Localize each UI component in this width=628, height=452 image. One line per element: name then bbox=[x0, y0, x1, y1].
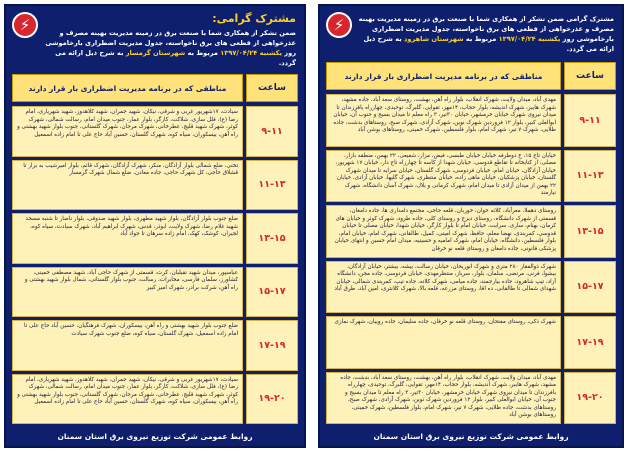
intro-city: شهرستان گرمسار bbox=[125, 49, 186, 57]
table-header bbox=[12, 74, 298, 102]
time-slot: ۱۱-۱۳ bbox=[564, 150, 616, 203]
area-list: مهدی آباد، میدان ولایت، شهرک انقلاب، بلوار راه آهن، بهشت، روستای سعد آباد، بدشت، جاده مشهد، شهرک هایبر، شهرک اندیشه، بلوار حجاب، ۱۴مهر، تقوایی، گلبرگ، توحیدی، چهارراه بافرزندان تا میدان نیروی شهرک خیابان خرمشهر، خیابان ۳۰تیر، ۳ راه معلم تا میدان بسیج و جنوب آن، خیابان ابوالعلی کبیر، بلوار ۱۲ فروردین شهرک نوین، شهرک آزادی، شهرک صبح، روستاهای بدشت، جاده طلایی، شهرک ۷ تیر، شهرک امام، بلوار فلسطین، شهرک خمینی، روستاهای بوشن آباد bbox=[326, 372, 561, 425]
time-slot: ۱۹-۲۰ bbox=[564, 372, 616, 425]
header-areas: مناطقی که در برنامه مدیریت اضطراری بار قرار دارند bbox=[326, 62, 561, 90]
electricity-company-logo-icon: ⚡ bbox=[12, 12, 38, 38]
time-slot: ۱۷-۱۹ bbox=[564, 316, 616, 369]
time-slot: ۱۳-۱۵ bbox=[564, 205, 616, 258]
table-row bbox=[12, 213, 298, 264]
intro-date: یکشنبه ۱۳۹۷/۰۴/۲۴ bbox=[220, 49, 282, 57]
intro-text: به شرح ذیل ارائه می گردد. bbox=[363, 35, 614, 53]
intro-text: ضمن تشکر از همکاری شما با صنعت برق در زمینه مدیریت بهینه مصرف و عذرخواهی از قطعی های برق ناخواسته، جدول مدیریت اضطراری بارخاموشی روز bbox=[45, 29, 296, 57]
area-list: خیابان تاج ۱۵، خ دوطرفه خیابان خیابان طبسی، فیض، مزار، شفیعی، ۲۲ بهمن، منطقه بازار، مصلی، از کتابخانه تا تقاطع قدوسی، خیابان شهدا از کاسه تا چهارراه تاج دار، خیابان ۱۷ شهریور، خیابان آزادگان، خیابان امام، خیابان فردوسی، شهرک گلستان، خیابان سرایه تا میدان شهرک گلستان، خیابان پزشکیان، خیابان ماهی زاده، خیابان منتظری، شهرک گلیها، خیابان آزادی، خیابان ۲۲ بهمن از میدان آزادی تا میدان امام، شهرک کرمانی و بلال، شهرک آسان دانشگاه، شهرک نیارمند bbox=[326, 150, 561, 203]
area-list: عباسپور، میدان شهید نقیلیان، کرت، قسمتی از شهرک حاجی آباد، شهید مصطفی خمینی، کشاورز، سلمان فارسی، مخابرات، رسالت، جنوب بلوار گلستانی، شمال بلوار شهید بهشتی و راه آهن، شرکت برادر، شهرک امیر کبیر bbox=[12, 267, 243, 318]
intro-text: مشترک گرامی ضمن تشکر از همکاری شما با صنعت برق در زمینه مدیریت بهینه مصرف و عذرخواهی از قطعی های برق ناخواسته، جدول مدیریت اضطراری بارخاموشی روز bbox=[358, 15, 614, 43]
area-list: شهرک ذکی، روستای مفتحان، روستای قلعه نو خرقان، جاده سلیمان، جاده روییان، شهرک نمازی bbox=[326, 316, 561, 369]
area-list: شهرک ذوالفقار ۲۸۰ متری و شهرک ابوریحان، خیابان رسالت، بیشه، بیشتر، خیابان آزادگان، بیشوا، فرنی، مرتضی، سلمان، بلوار، سرباز، منتظرمهدی، خیابان فردوسی، جاده مجن، دانشگاه آزاد، تیپ شاهرود، جاده بیارجمند، جاده میامی، شهرک کلاته، جاده تیپ، کمربندی شمالی، خیابان شهدای شمالی تا طالقانی، ده اقا، روستای مزرعه، قلعه بالا، شهرک کلانتری، امین آباد، طرق آباد bbox=[326, 261, 561, 314]
table-row bbox=[12, 267, 298, 318]
table-row bbox=[326, 94, 616, 147]
header-time: ساعت bbox=[564, 62, 616, 90]
time-slot: ۹-۱۱ bbox=[246, 106, 298, 157]
table-row bbox=[12, 374, 298, 425]
time-slot: ۱۱-۱۳ bbox=[246, 160, 298, 211]
time-slot: ۱۵-۱۷ bbox=[246, 267, 298, 318]
footer-credit: روابط عمومی شرکت توزیع نیروی برق استان سمنان bbox=[57, 432, 253, 441]
time-slot: ۹-۱۱ bbox=[564, 94, 616, 147]
header-areas: مناطقی که در برنامه مدیریت اضطراری بار قرار دارند bbox=[12, 74, 243, 102]
table-rows bbox=[326, 94, 616, 424]
area-list: ضلع جنوب بلوار آزادگان، بلوار شهید مطهری، بلوار شهید صدوقی، بلوار ناصار تا شنبه مسجد شهید غلام رضا، شهرک ولایت، ابوذر، قدس، شهرک ابراهیم آباد، شهرک سیادت، سیاه کوه، لجیران، کوشک، کهک، امام زاده سرهان تا جواد آباد bbox=[12, 213, 243, 264]
table-row bbox=[12, 106, 298, 157]
intro-text: مربوط به bbox=[187, 49, 218, 57]
table-row bbox=[326, 372, 616, 425]
intro-city: شهرستان شاهرود bbox=[403, 35, 464, 43]
table-row bbox=[12, 320, 298, 371]
area-list: مهدی آباد، میدان ولایت، شهرک انقلاب، بلوار راه آهن، بهشت، روستای سعد آباد، جاده مشهد، شهرک هایبر، شهرک اندیشه، بلوار حجاب، ۱۴مهر، تقوایی، گلبرگ، توحیدی، چهارراه بافرزندان تا میدان نیروی شهرک خیابان خرمشهر، خیابان ۳۰تیر، ۳ راه معلم تا میدان بسیج و جنوب آن، خیابان ابوالعلی کبیر، بلوار ۱۲ فروردین شهرک نوین، شهرک آزادی، شهرک صبح، روستاهای بدشت، جاده طلایی، شهرک ۷ تیر، شهرک امام، بلوار فلسطین، شهرک خمینی، روستاهای بوشن آباد bbox=[326, 94, 561, 147]
schedule-panel-garmsar bbox=[4, 4, 306, 448]
time-slot: ۱۷-۱۹ bbox=[246, 320, 298, 371]
electricity-company-logo-icon: ⚡ bbox=[326, 12, 352, 38]
time-slot: ۱۳-۱۵ bbox=[246, 213, 298, 264]
header-time: ساعت bbox=[246, 74, 298, 102]
table-header bbox=[326, 62, 616, 90]
greeting-heading: مشترک گرامی: bbox=[212, 12, 296, 25]
table-row bbox=[326, 205, 616, 258]
intro-paragraph bbox=[44, 28, 296, 68]
schedule-panel-shahroud bbox=[318, 4, 624, 448]
intro-text: به شرح ذیل ارائه می گردد. bbox=[55, 49, 296, 67]
table-row bbox=[12, 160, 298, 211]
outage-schedule-table bbox=[12, 74, 298, 424]
table-rows bbox=[12, 106, 298, 424]
intro-text: مربوط به bbox=[465, 35, 497, 43]
time-slot: ۱۵-۱۷ bbox=[564, 261, 616, 314]
intro-paragraph bbox=[358, 14, 614, 54]
area-list: سیادت، ۱۷شهریور غربی و شرقی، نیکان، شهید جمران، شهید کلاهدوز، شهید شهریاری، امام رضا (ع)، فلل سازی، شلاکت، کارگر، بلوار عمار، جنوب میدان امام، رسالت شمالی، شهرک کوثر، شهرک شهید قلیچ، عطرخانی، شهرک مرجان، شهرک گلستانی، جنوب بلوار شهید بهشتی و راه آهن، بیسکوران، سیاه کوه، شهرک گلستان، حسین آباد حاج علی تا امام زاده اسمعیل bbox=[12, 374, 243, 425]
footer-credit: روابط عمومی شرکت توزیع نیروی برق استان سمنان bbox=[373, 432, 569, 441]
outage-schedule-table bbox=[326, 62, 616, 424]
area-list: ضلع جنوب بلوار شهید بهشتی و راه آهن، بیسکوران، شهرک فرهنگیان، حسین آباد حاج علی تا امام زاده اسمعیل، شهرک گلستان، سیاه کوه، ضلع جنوب شهرک سیادت bbox=[12, 320, 243, 371]
area-list: روستای دهملا، معرآباد، کلاته خوان، خوربان، قلعه حاجی، مجتمع دامداری ها، جاده دامغان، قسمتی از شهرک دانشگاه، روستای دیزج و روستای کلی، جاده طرود، شهرک کوثر و خیابان های کرمان، بهنام، ساری، سرایت، خیابان امام تا بلوار کارگر، خیابان شهدا، خیابان مصلی تا خیابان قدوسی، کمربندی، نهضا معلم، حافظ، شهرک امینی، کمیل، طالقانی، شهرک امام، خیابان امام، بلوار فلسطین، دانشگاه، خیابان امام، شهرک امامیه و حسینیه، میدان امام حسین و انتهای خیابان پزشکی قانونی، جاده دامغان و روستای قلعه نو خرقان bbox=[326, 205, 561, 258]
table-row bbox=[326, 150, 616, 203]
table-row bbox=[326, 261, 616, 314]
table-row bbox=[326, 316, 616, 369]
area-list: تختی، ضلع شمالی بلوار آزادگان، منکر، شهرک آزادگان، شهرک قائم، بلوار امیرشیب به برار تا قشلاق حاجی، کل شهرک حاجی، جاده معادن، ضلع شمال شهرک گرمسار bbox=[12, 160, 243, 211]
time-slot: ۱۹-۲۰ bbox=[246, 374, 298, 425]
area-list: سیادت، ۱۷شهریور غربی و شرقی، نیکان، شهید جمران، شهید کلاهدوز، شهید شهریاری، امام رضا (ع)، فلل سازی، شلاکت، کارگر، بلوار عمار، جنوب میدان امام، رسالت شمالی، شهرک کوثر، شهرک شهید قلیچ، عطرخانی، شهرک مرجان، شهرک گلستانی، جنوب بلوار شهید بهشتی و راه آهن، بیسکوران، سیاه کوه، شهرک گلستان، حسین آباد حاج علی تا امام زاده اسمعیل bbox=[12, 106, 243, 157]
intro-date: یکشنبه ۱۳۹۷/۰۴/۲۴ bbox=[498, 35, 561, 43]
